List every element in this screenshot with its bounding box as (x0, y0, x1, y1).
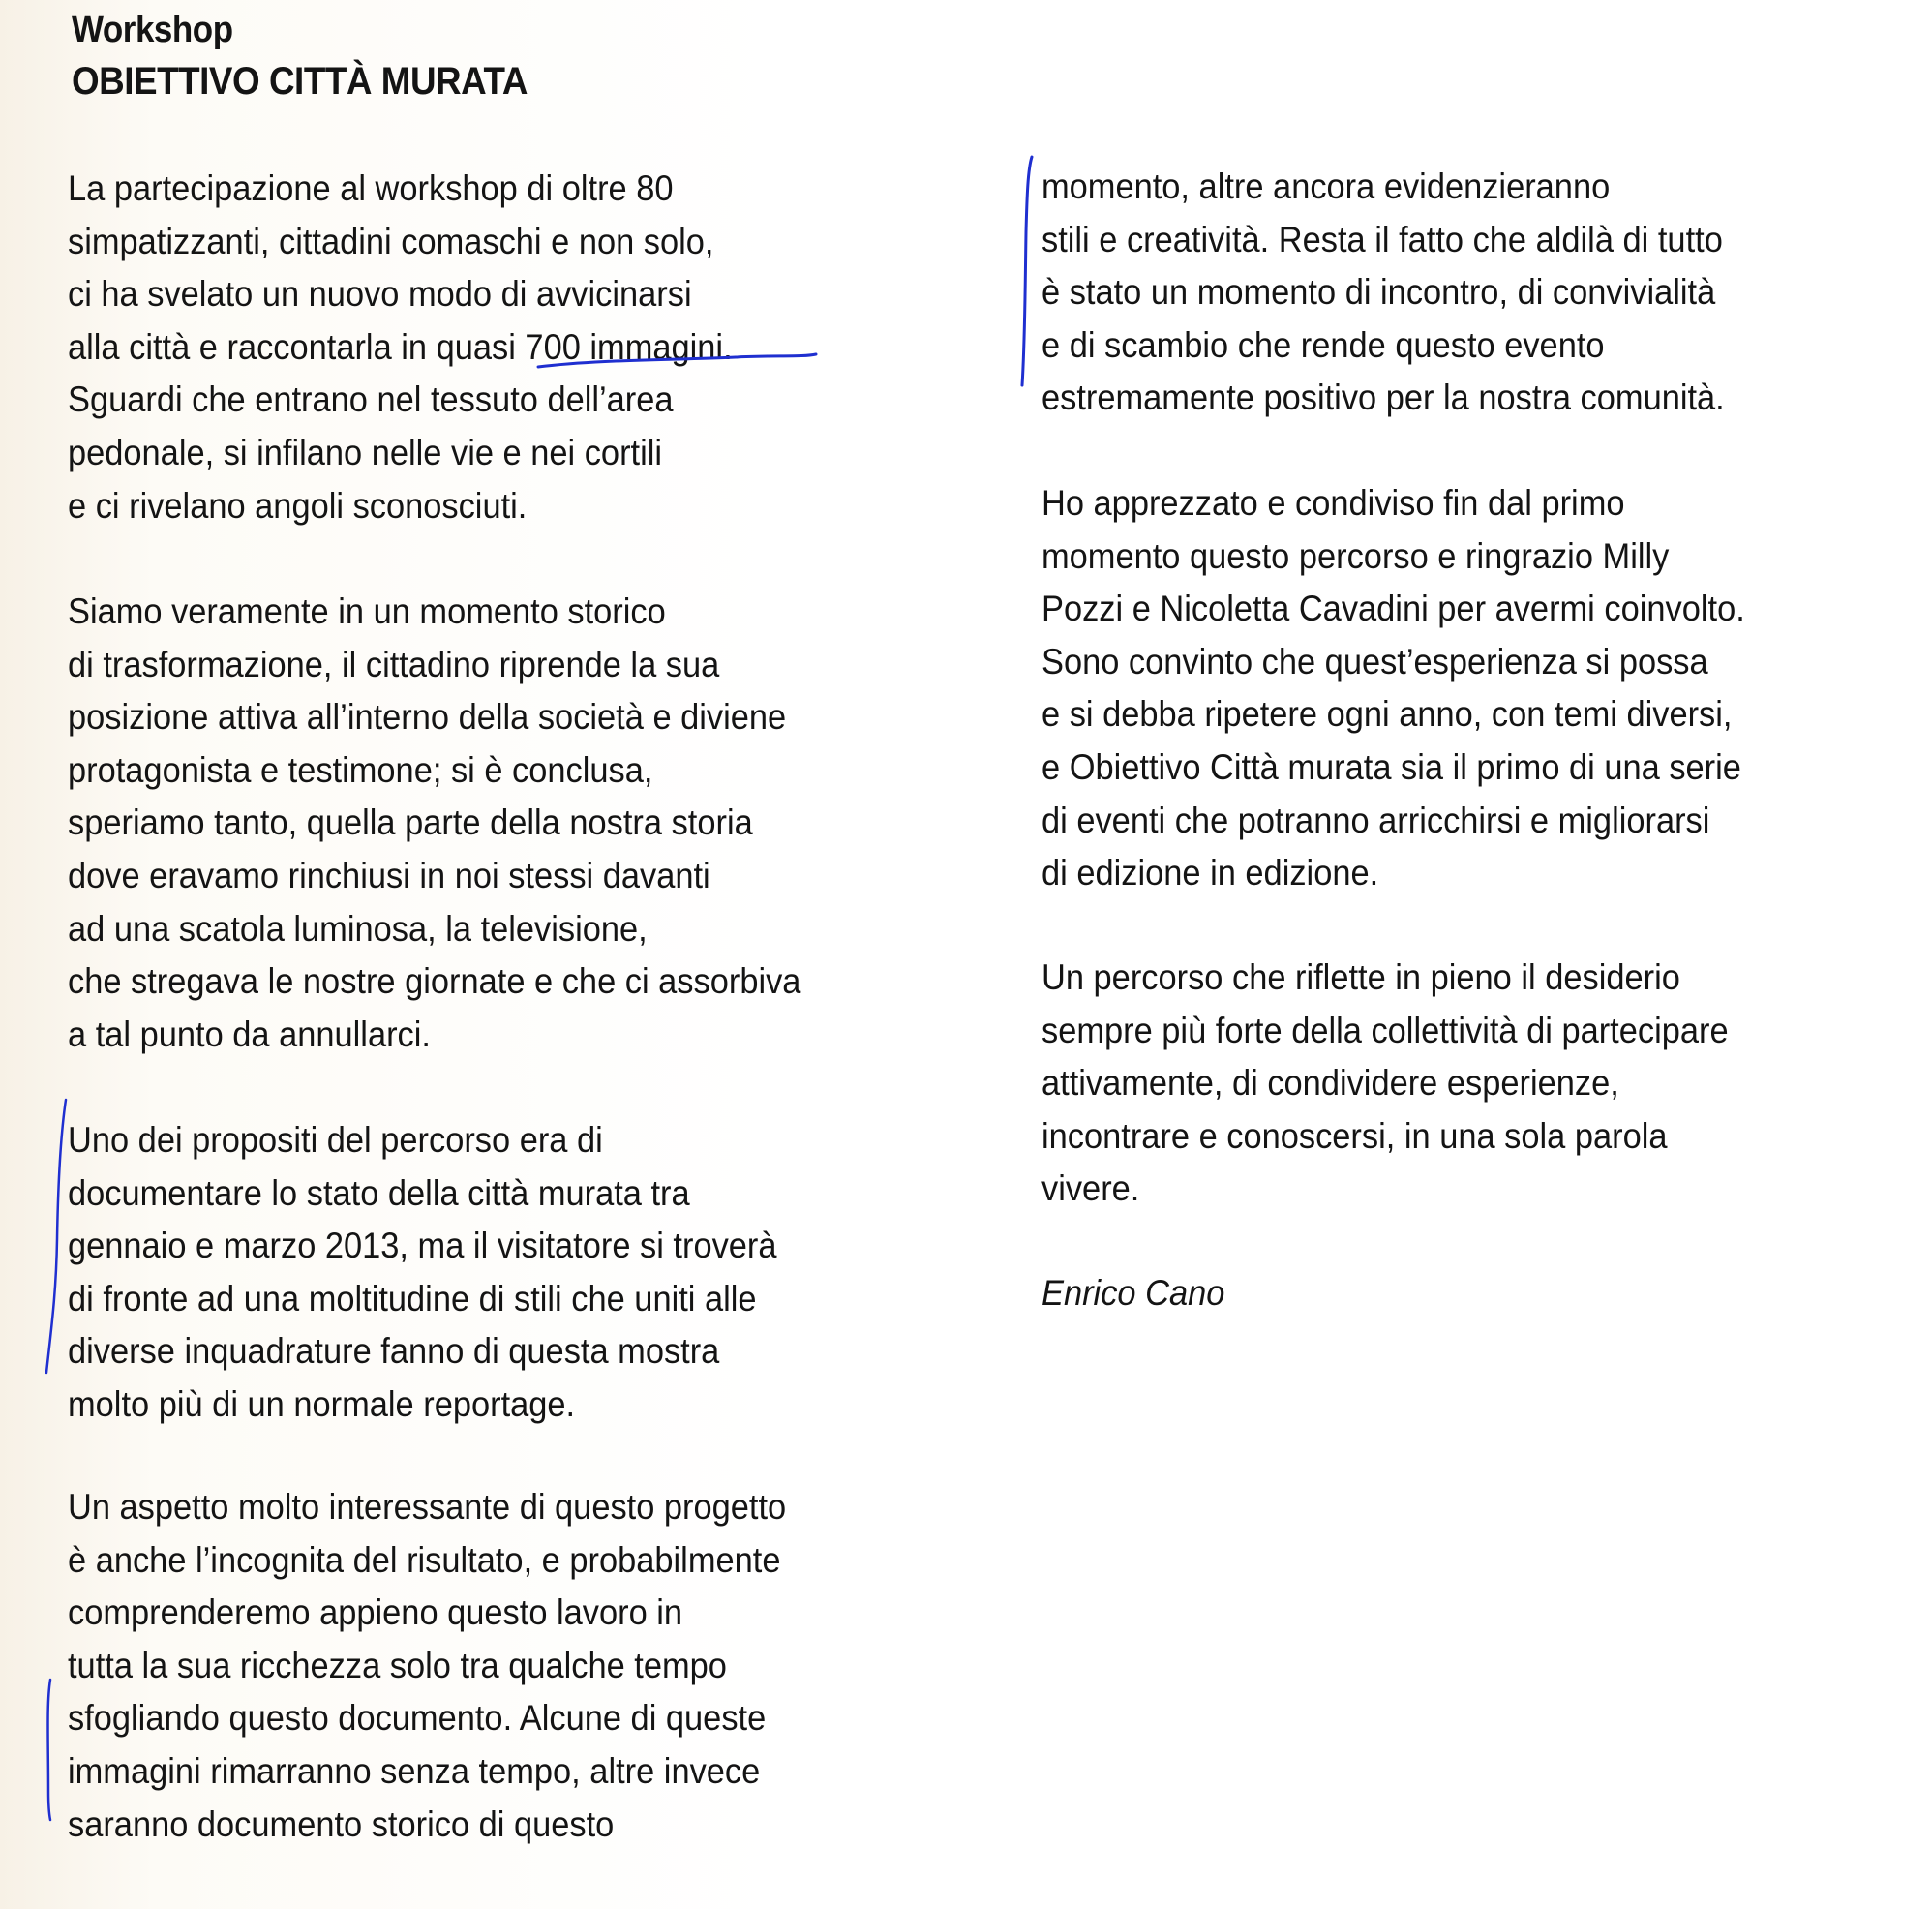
text-line: sempre più forte della collettività di partecipare (1041, 1010, 1729, 1050)
text-line: diverse inquadrature fanno di questa mostra (68, 1331, 720, 1372)
text-line: è anche l’incognita del risultato, e probabilmente (68, 1539, 781, 1580)
text-line: di fronte ad una moltitudine di stili che uniti alle (68, 1278, 757, 1318)
text-line: Ho apprezzato e condiviso fin dal primo (1041, 483, 1625, 523)
text-line: pedonale, si infilano nelle vie e nei cortili (68, 432, 663, 472)
text-line: sfogliando questo documento. Alcune di queste (68, 1698, 767, 1739)
text-line: estremamente positivo per la nostra comunità. (1041, 378, 1725, 418)
text-line: ad una scatola luminosa, la televisione, (68, 908, 648, 949)
paragraph-transformation (68, 586, 856, 1061)
paragraph-thanks (1041, 477, 1797, 900)
paragraph-intro (68, 163, 782, 532)
text-line: Uno dei propositi del percorso era di (68, 1120, 603, 1160)
text-line: tutta la sua ricchezza solo tra qualche tempo (68, 1645, 727, 1685)
text-line: e Obiettivo Città murata sia il primo di una serie (1041, 746, 1741, 787)
text-line: simpatizzanti, cittadini comaschi e non solo, (68, 221, 714, 261)
author-signature: Enrico Cano (1041, 1273, 1225, 1313)
text-line: Sguardi che entrano nel tessuto dell’area (68, 379, 674, 420)
text-line: posizione attiva all’interno della società e diviene (68, 697, 787, 738)
text-line: comprenderemo appieno questo lavoro in (68, 1592, 683, 1633)
kicker-heading: Workshop (72, 10, 233, 50)
text-line: di edizione in edizione. (1041, 853, 1379, 894)
paragraph-unknown-result (68, 1481, 840, 1851)
text-line: La partecipazione al workshop di oltre 80 (68, 168, 674, 208)
ink-margin-bracket-right-top (1022, 157, 1032, 385)
text-line: molto più di un normale reportage. (68, 1383, 576, 1424)
text-line: dove eravamo rinchiusi in noi stessi davanti (68, 855, 710, 895)
text-line: stili e creatività. Resta il fatto che aldilà di tutto (1041, 219, 1723, 259)
text-line: protagonista e testimone; si è conclusa, (68, 749, 653, 790)
text-line: di eventi che potranno arricchirsi e migliorarsi (1041, 800, 1710, 840)
text-line: Un aspetto molto interessante di questo progetto (68, 1487, 787, 1527)
page-title: OBIETTIVO CITTÀ MURATA (72, 60, 528, 103)
signature-block (1041, 1267, 1239, 1320)
paragraph-desire (1041, 952, 1780, 1216)
text-line: speriamo tanto, quella parte della nostra storia (68, 803, 753, 843)
paragraph-purpose (68, 1114, 830, 1432)
paragraph-continuation (1041, 161, 1776, 425)
text-line: attivamente, di condividere esperienze, (1041, 1063, 1619, 1104)
text-line: momento, altre ancora evidenzieranno (1041, 167, 1611, 206)
text-line: documentare lo stato della città murata tra (68, 1172, 690, 1213)
text-line: e di scambio che rende questo evento (1041, 324, 1605, 365)
text-line: e ci rivelano angoli sconosciuti. (68, 485, 528, 526)
text-line: vivere. (1041, 1168, 1140, 1209)
text-line: Siamo veramente in un momento storico (68, 591, 666, 631)
text-line: e si debba ripetere ogni anno, con temi diversi, (1041, 694, 1733, 735)
text-line: saranno documento storico di questo (68, 1803, 615, 1844)
text-line: gennaio e marzo 2013, ma il visitatore si troverà (68, 1226, 777, 1266)
text-line: Pozzi e Nicoletta Cavadini per avermi coinvolto. (1041, 589, 1745, 629)
text-line: Sono convinto che quest’esperienza si possa (1041, 641, 1708, 682)
text-line: ci ha svelato un nuovo modo di avvicinarsi (68, 274, 692, 315)
text-line: a tal punto da annullarci. (68, 1014, 431, 1054)
ink-margin-bracket-left-middle (46, 1100, 66, 1373)
text-line: incontrare e conoscersi, in una sola parola (1041, 1115, 1668, 1156)
text-line: momento questo percorso e ringrazio Milly (1041, 535, 1670, 576)
text-line: immagini rimarranno senza tempo, altre invece (68, 1750, 761, 1791)
text-line: è stato un momento di incontro, di convivialità (1041, 272, 1716, 313)
ink-margin-bracket-left-bottom (48, 1680, 51, 1820)
text-line: alla città e raccontarla in quasi 700 immagini. (68, 326, 733, 367)
text-line: Un percorso che riflette in pieno il desiderio (1041, 957, 1680, 997)
text-line: che stregava le nostre giornate e che ci assorbiva (68, 961, 801, 1002)
text-line: di trasformazione, il cittadino riprende la sua (68, 644, 720, 684)
